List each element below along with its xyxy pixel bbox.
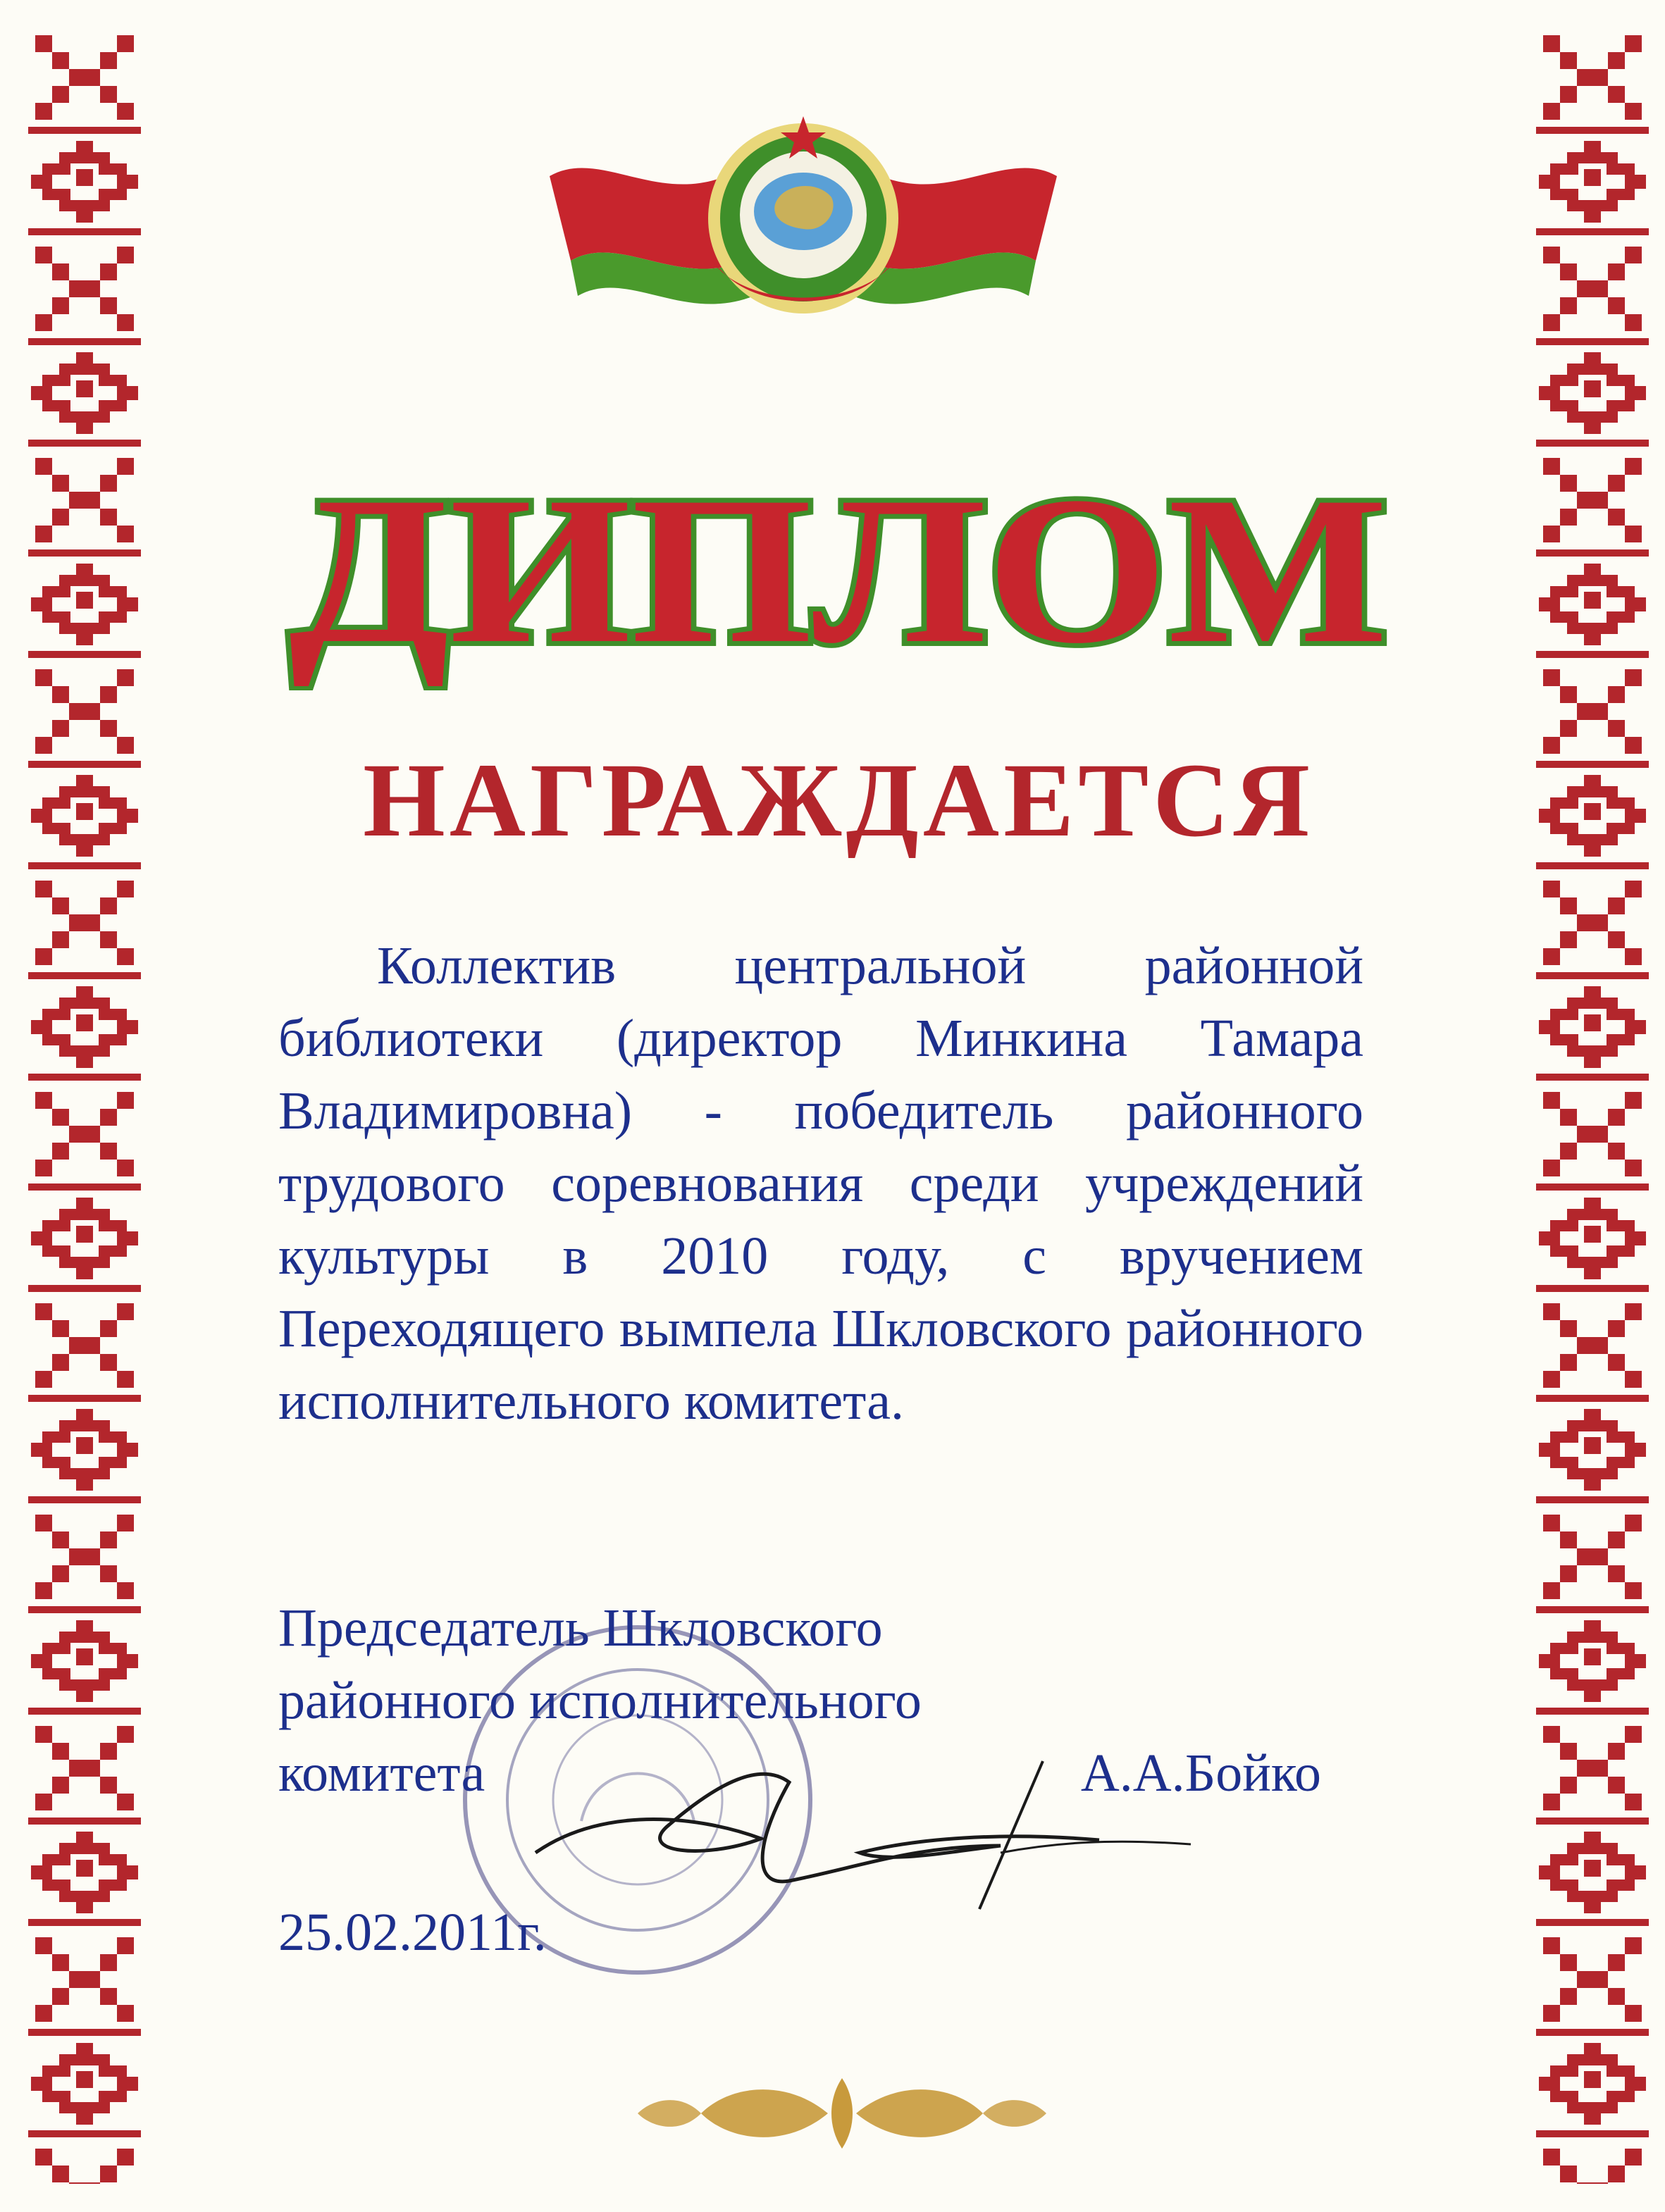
coat-of-arms-emblem [536,99,1071,324]
handwritten-signature [493,1677,1268,1930]
signatory-title-line1: Председатель Шкловского [278,1598,883,1658]
ornament-border-left [21,28,148,2184]
signatory-title-line2: районного исполнительного [278,1671,922,1730]
diploma-title-text: ДИПЛОМ [289,453,1389,687]
signatory-name: А.А.Бойко [1080,1744,1321,1803]
bottom-ornament [631,2064,1053,2163]
awarded-subtitle: НАГРАЖДАЕТСЯ [363,742,1314,859]
signatory-title-line3: комитета [278,1744,485,1803]
ornament-border-right [1529,28,1656,2184]
diploma-title [268,451,1409,690]
award-body-text: Коллектив центральной районной библиотеки (директор Минкина Тамара Владимировна) - победитель районного трудового соревнования среди учреждений культуры в 2010 году, с вручением Переходящего вымпела Шкловского районного исполнительного комитета. [278,936,1363,1431]
issue-date: 25.02.2011г. [278,1903,547,1962]
